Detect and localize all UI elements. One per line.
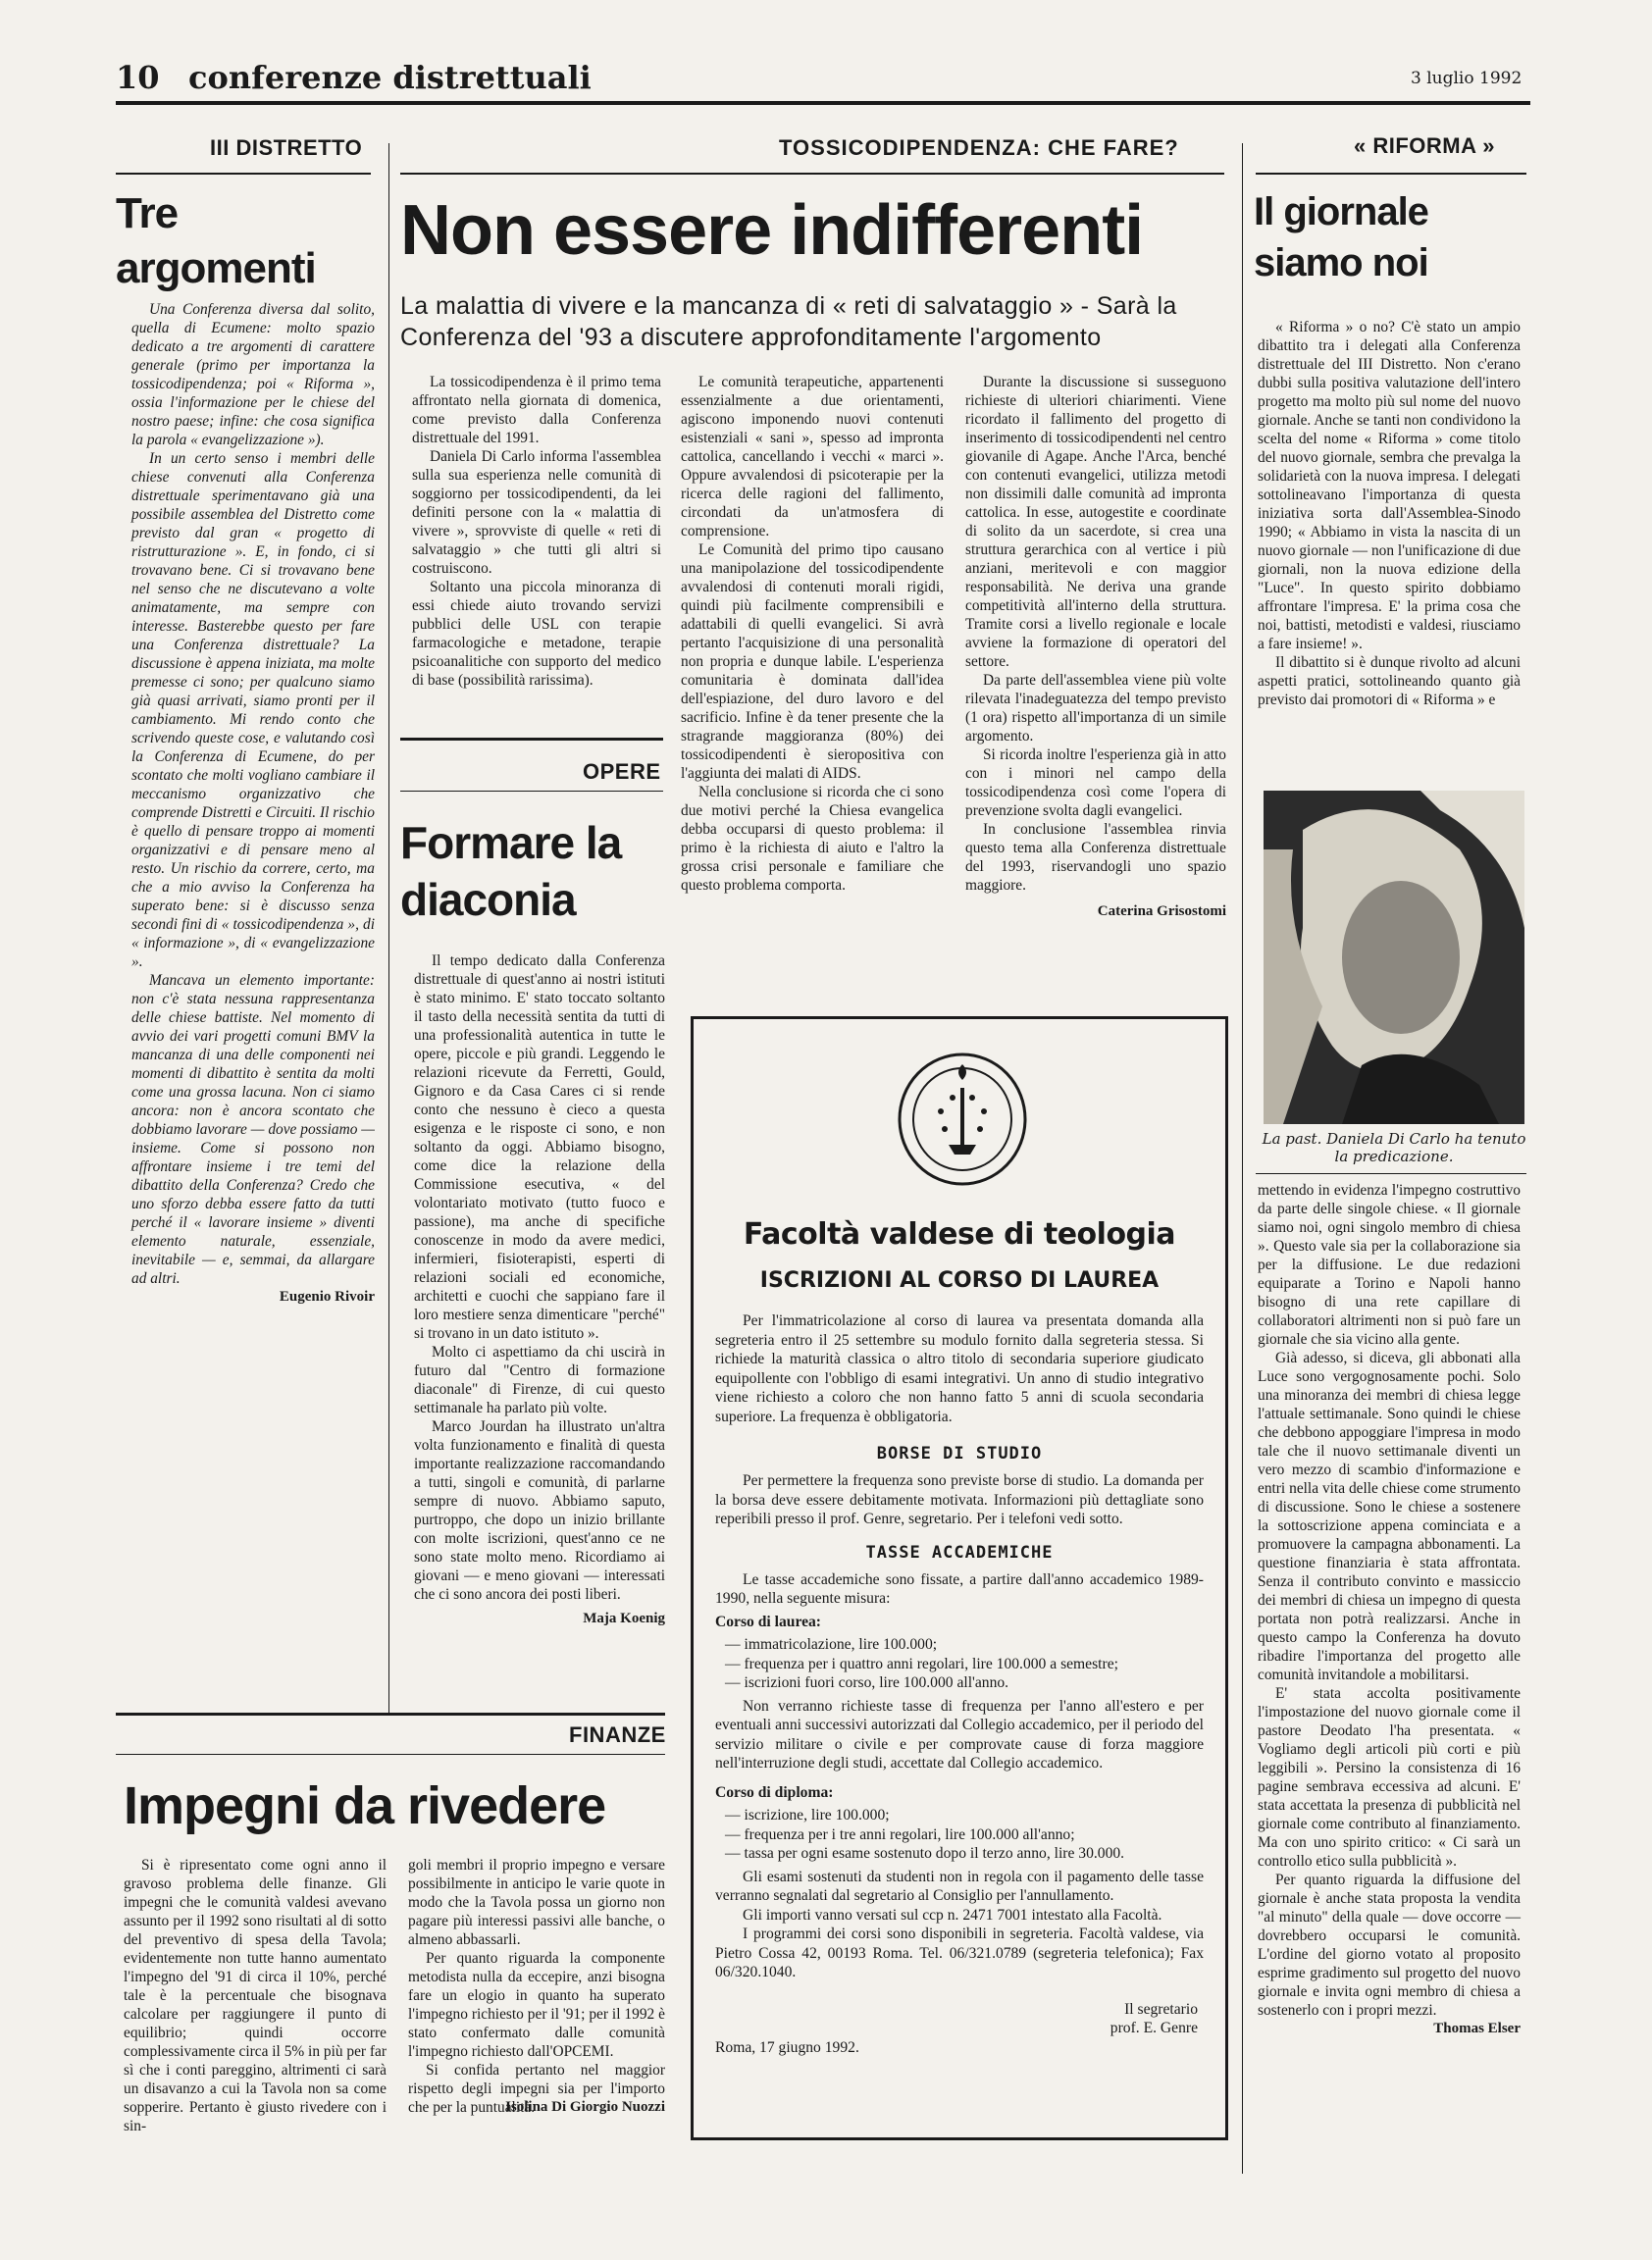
finanze-kicker-rule: [116, 1754, 665, 1755]
ad-laurea-label: Corso di laurea:: [715, 1613, 821, 1630]
masthead-rule: [116, 101, 1530, 105]
opere-headline: Formare la diaconia: [400, 817, 622, 925]
faculty-advertisement: [691, 1016, 1228, 2140]
ad-tasse-text: Le tasse accademiche sono fissate, a partire dall'anno accademico 1989-1990, nella seguente misura:: [715, 1570, 1204, 1607]
college-seal-icon: [896, 1051, 1029, 1188]
left-paragraph: Una Conferenza diversa dal solito, quella di Ecumene: molto spazio dedicato a tre argomenti di carattere generale (primo per importanza la tossicodipendenza; poi « Riforma », ossia l'informazione per le chiese del nostro paese; infine: che cosa significa la parola « evangelizzazione »).: [131, 301, 375, 448]
ad-list-item: — tassa per ogni esame sostenuto dopo il terzo anno, lire 30.000.: [725, 1845, 1125, 1862]
left-article-body: [131, 300, 375, 1307]
finanze-paragraph: Si è ripresentato come ogni anno il gravoso problema delle finanze. Gli impegni che le comunità valdesi avevano assunto per il 1992 sono risultati al di sotto del preventivo di spesa della Tavola; evidentemente non tutte hanno aumentato l'impegno del '91 di circa il 10%, perché tale è la percentuale che bisognava calcolare per raggiungere il punto di equilibrio; quindi occorre complessivamente circa il 5% in più per far sì che i conti pareggino, altrimenti ci sarà un disavanzo a cui la Tavola non sa come sopperire. Pertanto è giusto rivedere con i sin-: [124, 1857, 387, 2134]
opere-signature: Maja Koenig: [583, 1611, 665, 1626]
ad-borse-heading: BORSE DI STUDIO: [876, 1444, 1043, 1464]
main-kicker-rule: [400, 173, 1224, 175]
finanze-signature: Isolina Di Giorgio Nuozzi: [505, 2099, 665, 2115]
left-paragraph: In un certo senso i membri delle chiese convenuti alla Conferenza distrettuale sperimentavano già una possibile assemblea del Distretto come previsto dal gran « progetto di ristrutturazione ». E, in fondo, ci si trovavano bene. Ci si trovavano bene nel senso che ne discutevano a volte animatamente, ma sempre con interesse. Basterebbe questo per fare una Conferenza distrettuale? La discussione è appena iniziata, ma molte premesse ci sono; per qualcuno siamo già quasi arrivati, siamo pronti per il cambiamento. Mi rendo conto che scrivendo queste cose, e valutando così la Conferenza di Ecumene, do per scontato che molti vogliano cambiare il meccanismo organizzativo che comprende Distretti e Circuiti. Il rischio è quello di pensare troppo ai momenti organizzativi e di pensare meno al resto. Un rischio da correre, certo, ma che a mio avviso la Conferenza ha superato bene: si è discusso senza secondi fini di « tossicodipendenza », di « informazione », di « evangelizzazione ».: [131, 450, 375, 970]
main-paragraph: In conclusione l'assemblea rinvia questo tema alla Conferenza distrettuale del 1993, riservandogli uno spazio maggiore.: [965, 821, 1226, 894]
opere-paragraph: Molto ci aspettiamo da chi uscirà in futuro dal "Centro di formazione diaconale" di Firenze, di cui questo settimanale ha parlato più volte.: [414, 1344, 665, 1416]
left-kicker-rule: [116, 173, 371, 175]
main-paragraph: Durante la discussione si susseguono richieste di ulteriori chiarimenti. Viene ricordato il fallimento del progetto di inserimento di tossicodipendenti nel centro giovanile di Agape. Anche l'Arca, benché con contenuti evangelici, utilizza metodi non dissimili dalle comunità ad impronta cattolica. In esse, autogestite e coordinate di solito da un sacerdote, si crea una struttura gerarchica con al vertice i più anziani, meritevoli e con maggior responsabilità. Ne deriva una grande competitività all'interno della struttura. Tramite corsi a livello regionale e locale avviene la formazione di operatori del settore.: [965, 374, 1226, 670]
main-paragraph: Le Comunità del primo tipo causano una manipolazione del tossicodipendente avvalendosi di contenuti morali rigidi, quindi più facilmente comprensibili e adattabili di quelli evangelici. Si avrà pertanto l'acquisizione di una personalità non propria e dunque labile. L'esperienza comunitaria è dominata dall'idea dell'espiazione, del duro lavoro e del sacrificio. Infine è da tener presente che la stragrande maggioranza (80%) dei tossicodipendenti è sieropositiva con l'aggiunta dei malati di AIDS.: [681, 541, 944, 782]
finanze-kicker: FINANZE: [569, 1722, 666, 1747]
portrait-illustration: [1264, 791, 1524, 1124]
main-signature: Caterina Grisostomi: [1097, 903, 1226, 919]
main-paragraph: La tossicodipendenza è il primo tema affrontato nella giornata di domenica, come previsto dalla Conferenza distrettuale del 1991.: [412, 374, 661, 446]
ad-signoff-role: Il segretario: [1124, 2000, 1198, 2018]
ad-closing: Gli importi vanno versati sul ccp n. 2471 7001 intestato alla Facoltà.: [743, 1906, 1162, 1924]
left-kicker: III DISTRETTO: [210, 135, 363, 160]
main-paragraph: Da parte dell'assemblea viene più volte rilevata l'inadeguatezza del tempo previsto (1 ora) rispetto all'importanza di un simile argomento.: [965, 672, 1226, 745]
opere-paragraph: Marco Jourdan ha illustrato un'altra volta funzionamento e finalità di questa importante realizzazione raccomandando a tutti, singoli e comunità, di parlarne sempre di nuovo. Abbiamo saputo, purtroppo, che dopo un inizio brillante con molte iscrizioni, quest'anno ce ne sono state molto meno. Ricordiamo ai giovani — e meno giovani — interessati che ci sono ancora dei posti liberi.: [414, 1418, 665, 1603]
main-paragraph: Si ricorda inoltre l'esperienza già in atto con i minori nel campo della tossicodipendenza così come l'opera di prevenzione svolta dagli evangelici.: [965, 746, 1226, 819]
page-number: 10: [116, 59, 160, 96]
main-paragraph: Nella conclusione si ricorda che ci sono due motivi perché la Chiesa evangelica debba occuparsi di questo problema: il primo è la richiesta di aiuto e l'altro la grossa crisi personale e familiare che questo problema comporta.: [681, 784, 944, 894]
riforma-paragraph: Già adesso, si diceva, gli abbonati alla Luce sono vergognosamente pochi. Solo una minoranza dei membri di chiesa legge l'attuale settimanale. Sono quindi le chiese che debbono appoggiare l'impresa in modo tale che il nuovo settimanale diventi un vero mezzo di scambio d'informazione e entri nella vita delle chiese come strumento di discussione. Sono le chiese a sostenere la sottoscrizione appena cominciata e a promuovere la campagna abbonamenti. La questione finanziaria è stata affrontata. Senza il contributo convinto e massiccio dei membri di chiesa un impegno di questa portata non potrà realizzarsi. Anche in questo campo la Conferenza ha dovuto ribadire l'importanza del progetto alle comunità invitandole a mobilitarsi.: [1258, 1350, 1521, 1683]
main-col2: [681, 373, 944, 895]
ad-closing: I programmi dei corsi sono disponibili in segreteria. Facoltà valdese, via Pietro Cossa 42, 00193 Roma. Tel. 06/321.0789 (segreteria telefonica); Fax 06/320.1040.: [715, 1926, 1204, 1980]
opere-kicker-rule: [400, 791, 663, 792]
opere-paragraph: Il tempo dedicato dalla Conferenza distrettuale di quest'anno ai nostri istituti è stato minimo. E' stato toccato soltanto il tasto della necessità sentita da tutti di una professionalità autentica in tutte le opere, piccole e più grandi. Leggendo le relazioni ricevute da Ferretti, Gould, Gignoro e da Casa Cares ci si rende conto che nessuno è cieco a questa esigenza e le risposte ci sono, e non soltanto da oggi. Abbiamo bisogno, come dice la relazione della Commissione esecutiva, « del volontariato motivato (tutto fuoco e passione), ma anche di specifiche conoscenze in modo da avere medici, infermieri, fisioterapisti, esperti di relazioni sociali ed economiche, architetti e cuochi che sappiano fare il loro mestiere senza dimenticare "perché" si trovano in un dato istituto ».: [414, 952, 665, 1342]
column-divider: [1242, 143, 1243, 2174]
left-paragraph: Mancava un elemento importante: non c'è stata nessuna rappresentanza delle chiese battiste. Nel momento di avvio dei vari progetti comuni BMV la mancanza di una delle componenti nei momenti di dibattito è sentita da molti come una grossa lacuna. Non ci siamo ancora: non è ancora scontato che dobbiamo lavorare — dove possiamo — insieme. Come si possono non affrontare insieme i tre temi del dibattito della Conferenza? Credo che uno sforzo debba essere fatto da tutti perché il « lavorare insieme » diventi elemento naturale, essenziale, inevitabile — e, semmai, da allargare ad altri.: [131, 972, 375, 1287]
main-kicker: TOSSICODIPENDENZA: CHE FARE?: [779, 135, 1179, 160]
ad-fuori-text: Non verranno richieste tasse di frequenza per l'anno all'estero e per eventuali anni successivi autorizzati dal Collegio accademico, per il periodo del servizio militare o civile e per comprovate cause di forza maggiore nell'interruzione degli studi, accettate dal Collegio accademico.: [715, 1697, 1204, 1772]
column-divider: [388, 143, 389, 1713]
finanze-paragraph: goli membri il proprio impegno e versare possibilmente in anticipo le varie quote in modo che la Tavola possa un giorno non pagare più interessi passivi alle banche, o almeno abbassarli.: [408, 1857, 665, 1948]
main-subtitle: La malattia di vivere e la mancanza di « reti di salvataggio » - Sarà la Conferenza del '93 a discutere approfonditamente l'argomento: [400, 292, 1177, 351]
finanze-paragraph: Si confida pertanto nel maggior rispetto degli impegni sia per l'importo che per la puntualità.: [408, 2062, 665, 2116]
riforma-body-top: [1258, 318, 1521, 709]
ad-closing: Gli esami sostenuti da studenti non in regola con il pagamento delle tasse verranno segnalati dal segretario al Consiglio per l'annullamento.: [715, 1868, 1204, 1904]
portrait-photo: [1264, 791, 1524, 1124]
riforma-kicker: « RIFORMA »: [1354, 133, 1496, 158]
riforma-headline: Il giornale siamo noi: [1254, 190, 1428, 284]
ad-intro: Per l'immatricolazione al corso di laurea va presentata domanda alla segreteria entro il 25 settembre su modulo fornito dalla segreteria stessa. Si richiede la maturità classica o altro titolo di secondaria superiore giudicato equipollente con l'obbligo di esami integrativi. Un anno di studio integrativo viene richiesto a coloro che non hanno fatto 5 anni di scuola secondaria superiore. La frequenza è obbligatoria.: [715, 1312, 1204, 1425]
main-paragraph: Le comunità terapeutiche, appartenenti essenzialmente a due orientamenti, agiscono imponendo nuovi contenuti esistenziali « sani », spesso ad impronta cattolica, cancellando i vecchi « marci ». Oppure avvalendosi di psicoterapie per la ricerca delle ragioni del fallimento, circondati da un'atmosfera di comprensione.: [681, 374, 944, 539]
ad-signoff-name: prof. E. Genre: [1110, 2020, 1198, 2036]
section-title: conferenze distrettuali: [188, 59, 592, 96]
photo-caption: La past. Daniela Di Carlo ha tenuto la predicazione.: [1262, 1130, 1526, 1165]
ad-borse-text: Per permettere la frequenza sono previste borse di studio. La domanda per la borsa deve essere debitamente motivata. Informazioni più dettagliate sono reperibili presso il prof. Genre, segretario. Per i telefoni vedi sotto.: [715, 1472, 1204, 1527]
caption-rule: [1256, 1173, 1526, 1174]
ad-list-item: — immatricolazione, lire 100.000;: [725, 1636, 938, 1653]
riforma-signature: Thomas Elser: [1433, 2021, 1521, 2036]
opere-top-rule: [400, 738, 663, 741]
ad-body: [715, 1311, 1204, 2057]
ad-subtitle: ISCRIZIONI AL CORSO DI LAUREA: [759, 1268, 1160, 1293]
riforma-kicker-rule: [1256, 173, 1526, 175]
finanze-headline: Impegni da rivedere: [124, 1776, 606, 1835]
ad-title: Facoltà valdese di teologia: [743, 1217, 1176, 1252]
ad-place-date: Roma, 17 giugno 1992.: [715, 2038, 859, 2056]
ad-diploma-label: Corso di diploma:: [715, 1783, 834, 1801]
main-col1: [412, 373, 661, 690]
left-headline: Tre argomenti: [116, 189, 316, 292]
finanze-col2: [408, 1856, 665, 2117]
ad-laurea-list: [715, 1635, 1204, 1693]
left-signature: Eugenio Rivoir: [279, 1289, 375, 1305]
main-col3: [965, 373, 1226, 921]
riforma-paragraph: mettendo in evidenza l'impegno costruttivo da parte delle singole chiese. « Il giornale siamo noi, ogni singolo membro di chiesa ». Questo vale sia per la collaborazione sia per la diffusione. Le due redazioni equiparate a Torino e Napoli hanno bisogno di una rete capillare di collaboratori altrimenti non si può fare un giornale che sia vicino alla gente.: [1258, 1182, 1521, 1348]
riforma-body-bottom: [1258, 1181, 1521, 2038]
ad-diploma-list: [715, 1806, 1204, 1864]
riforma-paragraph: « Riforma » o no? C'è stato un ampio dibattito tra i delegati alla Conferenza distrettuale del III Distretto. Non c'erano dubbi sulla positiva valutazione dell'intero progetto ma molto più sul nome del nuovo giornale. Anche se tanti non condividono la scelta del nome « Riforma » come titolo del nuovo giornale, sembra che prevalga la solidarietà con la nuova impresa. I delegati sottolineavano l'importanza di questa iniziativa sorta dall'Assemblea-Sinodo 1990; « Abbiamo in vista la nascita di un nuovo giornale — non l'unificazione di due giornali, non la nuova edizione della "Luce". In questo spirito dobbiamo affrontare l'impresa. E' la prima cosa che noi, battisti, metodisti e valdesi, riusciamo a fare insieme! ».: [1258, 319, 1521, 652]
opere-kicker: OPERE: [583, 759, 661, 784]
main-paragraph: Soltanto una piccola minoranza di essi chiede aiuto trovando servizi pubblici delle USL con terapie farmacologiche e metadone, terapie psicoanalitiche con supporto del medico di base (possibilità rarissima).: [412, 579, 661, 689]
ad-tasse-heading: TASSE ACCADEMICHE: [865, 1542, 1054, 1563]
riforma-paragraph: Per quanto riguarda la diffusione del giornale è anche stata proposta la vendita "al minuto" della quale — dove occorre — dovrebbero occuparsi le comunità. L'ordine del giorno votato al proposito esprime gradimento sul progetto del nuovo giornale e invita ogni membro di chiesa a sostenerlo con i propri mezzi.: [1258, 1872, 1521, 2019]
ad-list-item: — frequenza per i tre anni regolari, lire 100.000 all'anno;: [725, 1825, 1075, 1843]
ad-list-item: — frequenza per i quattro anni regolari, lire 100.000 a semestre;: [725, 1655, 1118, 1672]
opere-body: [414, 951, 665, 1628]
main-paragraph: Daniela Di Carlo informa l'assemblea sulla sua esperienza nelle comunità di soggiorno per tossicodipendenti, da lei definiti persone con la « malattia di vivere », sprovviste di quelle « reti di salvataggio » che tutti gli altri si costruiscono.: [412, 448, 661, 577]
riforma-paragraph: E' stata accolta positivamente l'impostazione del nuovo giornale come il pastore Deodato l'ha presentata. « Vogliamo degli articoli più corti e più leggibili ». Persino la consistenza di 16 pagine sembrava eccessiva ad alcuni. E' stata accettata la presenza di pubblicità nel giornale come contributo al finanziamento. Ma con uno spirito critico: « Ci sarà un controllo etico sulla pubblicità ».: [1258, 1685, 1521, 1870]
finanze-paragraph: Per quanto riguarda la componente metodista nulla da eccepire, anzi bisogna fare un elogio in quanto ha superato l'impegno richiesto per il '91; per il 1992 è stato confermato dalle comunità l'impegno richiesto dall'OPCEMI.: [408, 1950, 665, 2060]
issue-date: 3 luglio 1992: [1411, 69, 1523, 88]
riforma-paragraph: Il dibattito si è dunque rivolto ad alcuni aspetti pratici, sottolineando quanto già previsto dai promotori di « Riforma » e: [1258, 654, 1521, 708]
finanze-top-rule: [116, 1713, 665, 1716]
ad-list-item: — iscrizione, lire 100.000;: [725, 1807, 890, 1823]
ad-list-item: — iscrizioni fuori corso, lire 100.000 all'anno.: [725, 1674, 1009, 1691]
main-headline: Non essere indifferenti: [400, 191, 1144, 270]
finanze-col1: [124, 1856, 387, 2135]
